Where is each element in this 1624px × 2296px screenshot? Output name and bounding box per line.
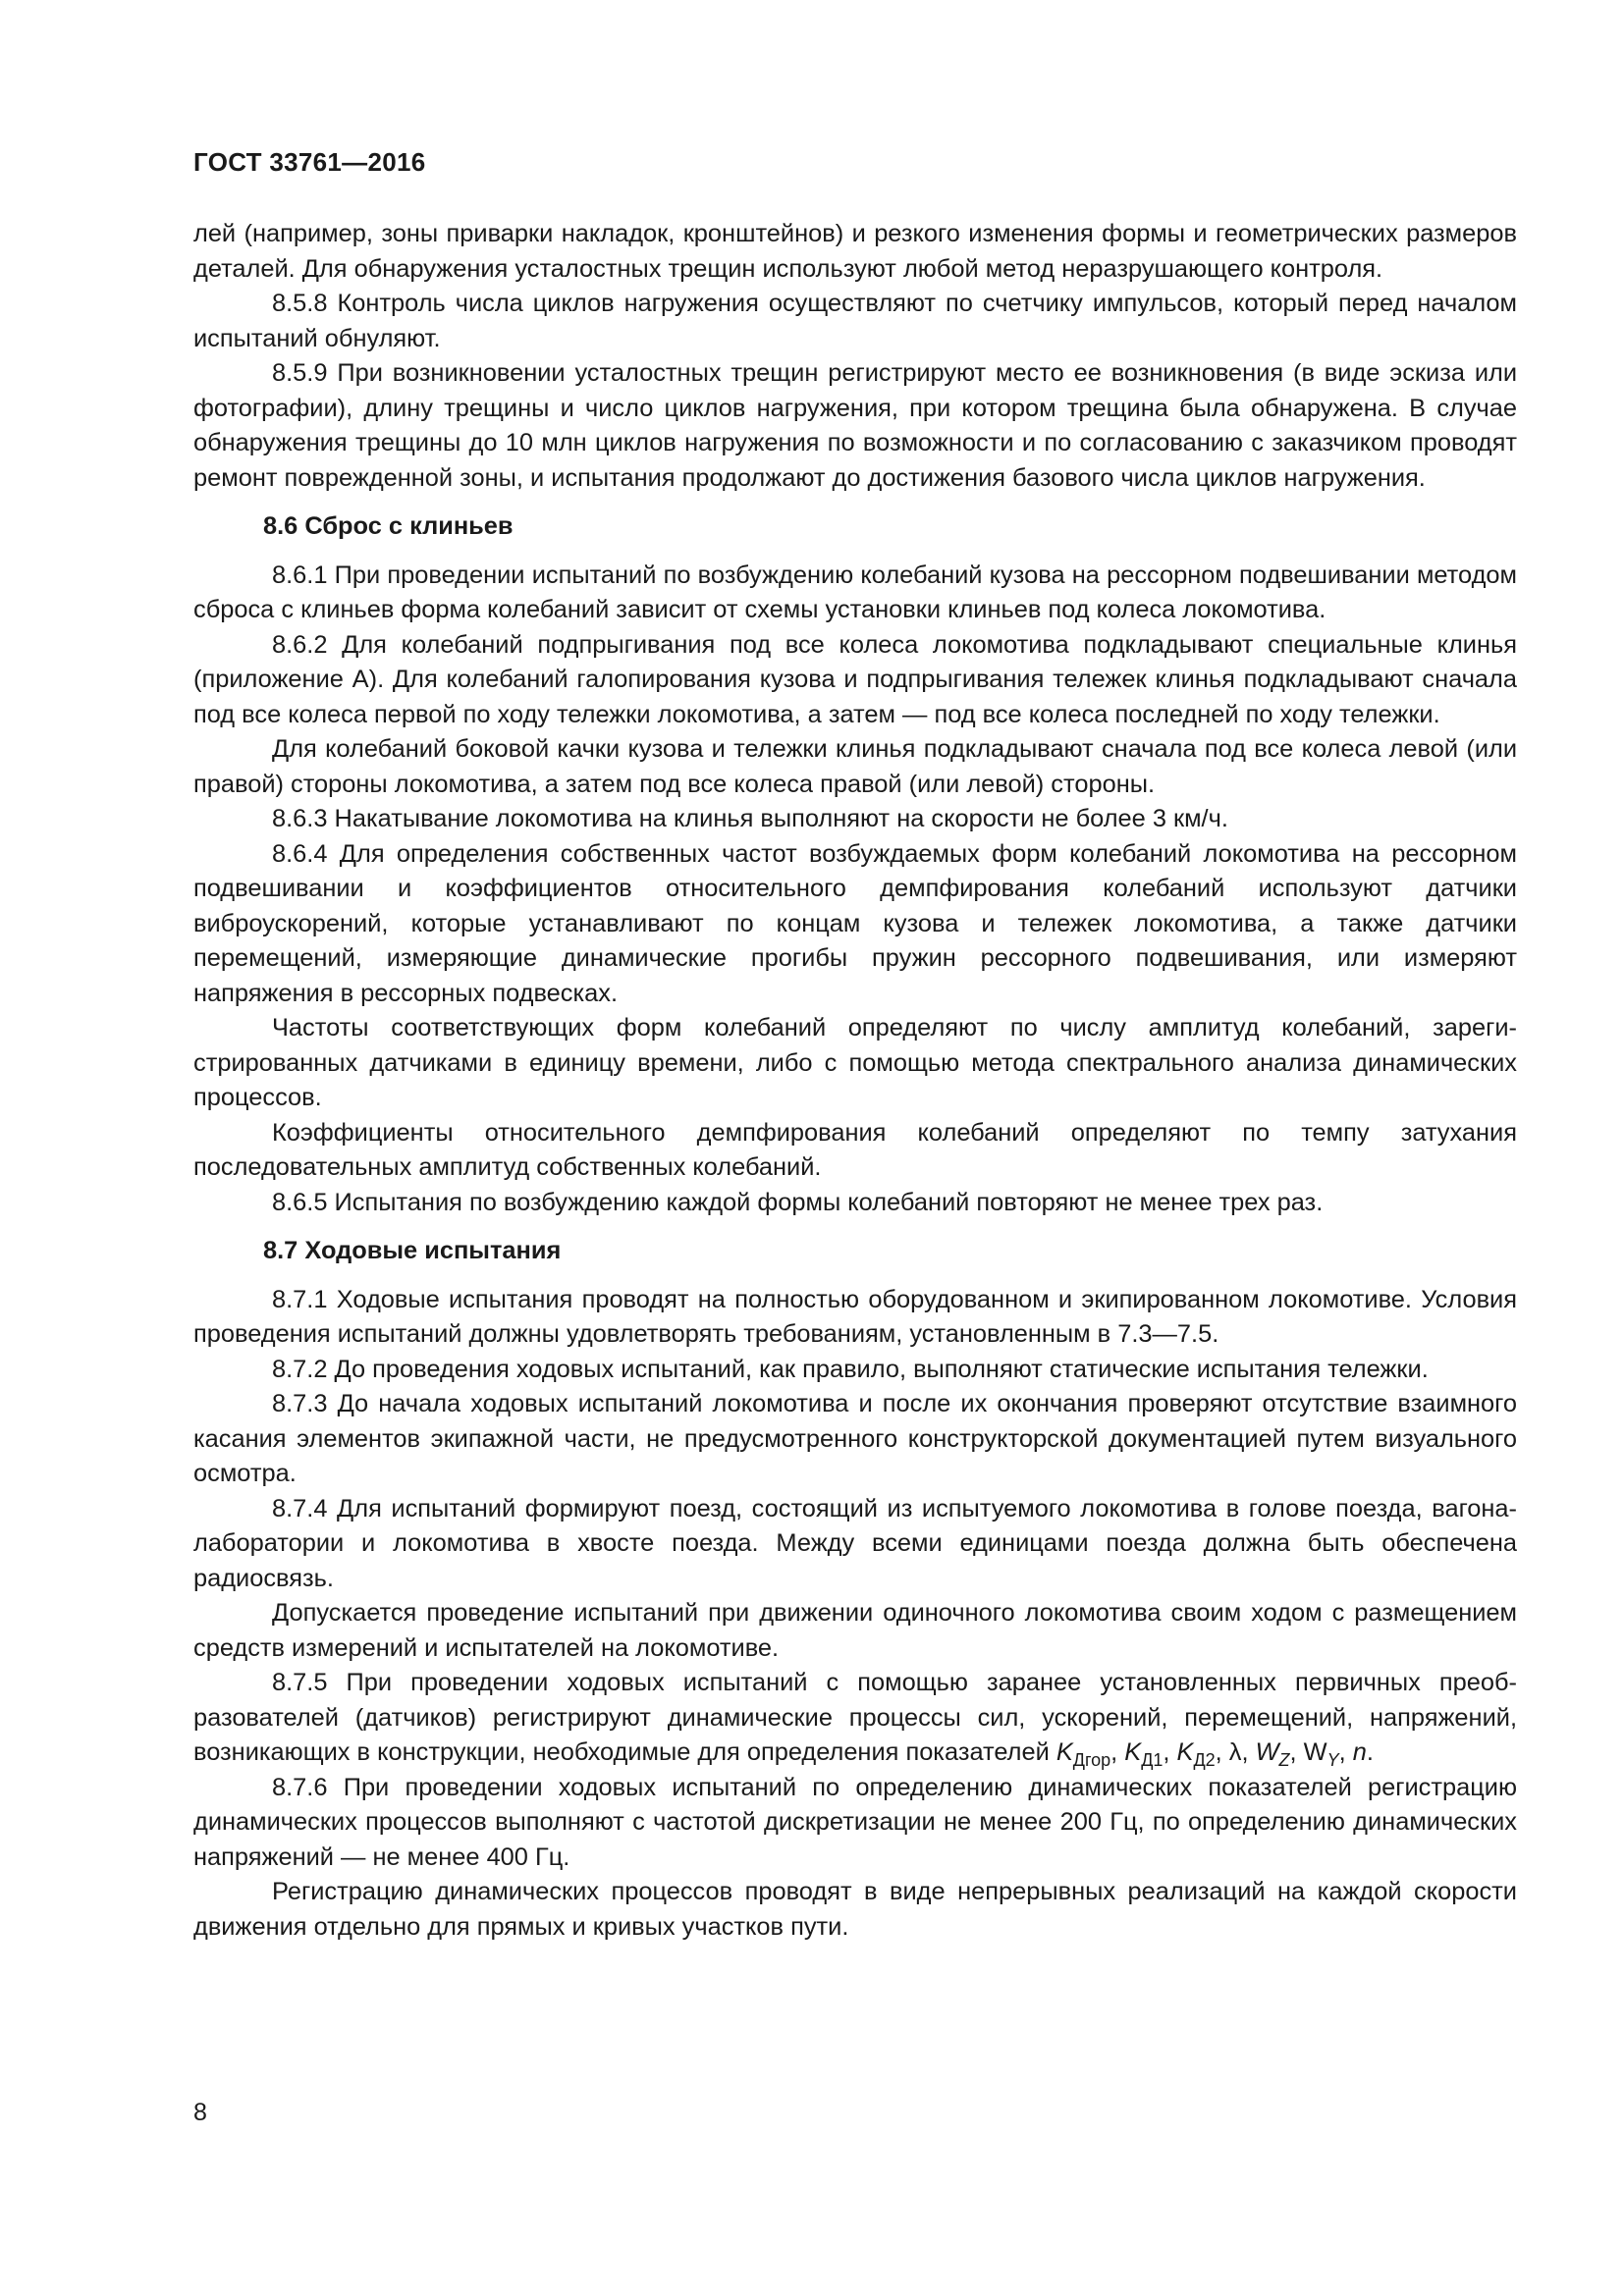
- symbol-k-d1: $K_{Д1}$: [1124, 1738, 1164, 1770]
- section-heading-8-7: 8.7 Ходовые испытания: [263, 1237, 562, 1264]
- symbol-w-z: $W_Z$: [1255, 1738, 1290, 1770]
- paragraph-8-6-4: 8.6.4 Для определения собственных частот возбуждаемых форм колебаний локомотива на рессорном подвешивании и коэффициентов относительного демпфирования колебаний используют датчики виброускорений, которые устанавливают по концам кузова и тележек локомотива, а также датчики перемещений, измеряющие динамические прогибы пружин рессорного подвешивания, или измеряют напряжения в рессорных подвесках.: [193, 839, 1517, 1007]
- paragraph-8-7-6: 8.7.6 При проведении ходовых испытаний по определению динамических показателей регистрацию динамических процессов выполняют с частотой дискретизации не менее 200 Гц, по определению динамических напряжений — не менее 400 Гц.: [193, 1773, 1517, 1871]
- paragraph-8-7-5: 8.7.5 При проведении ходовых испытаний с помощью заранее установленных первичных преобразователей (датчиков) регистрируют динамические процессы сил, ускорений, перемещений, напряжений, возникающих в конструкции, необходимые для определения показателей $K_{Дгор}$, $K_{Д1}$, $K_{Д2}$, λ, $W_Z$, $W_Y$, n.: [193, 1669, 1517, 1770]
- paragraph: Регистрацию динамических процессов проводят в виде непрерывных реализаций на каждой скорости движения отдельно для прямых и кривых участков пути.: [193, 1878, 1517, 1941]
- symbol-k-dgor: $K_{Дгор}$: [1056, 1738, 1111, 1770]
- paragraph-8-6-1: 8.6.1 При проведении испытаний по возбуждению колебаний кузова на рессорном подвешивании методом сброса с клиньев форма колебаний зависит от схемы установки клиньев под колеса локомотива.: [193, 561, 1517, 623]
- paragraph: Для колебаний боковой качки кузова и тележки клинья подкладывают сначала под все колеса левой (или правой) стороны локомотива, а затем под все колеса правой (или левой) стороны.: [193, 735, 1517, 798]
- paragraph: Коэффициенты относительного демпфирования колебаний определяют по темпу затухания последовательных амплитуд собственных колебаний.: [193, 1118, 1517, 1181]
- symbol-w-y: $W_Y$: [1303, 1738, 1339, 1770]
- paragraph-8-6-5: 8.6.5 Испытания по возбуждению каждой формы колебаний повторяют не менее трех раз.: [272, 1188, 1324, 1216]
- paragraph-8-5-8: 8.5.8 Контроль числа циклов нагружения осуществляют по счетчику импульсов, который перед началом испытаний обнуляют.: [193, 290, 1517, 352]
- paragraph-8-5-9: 8.5.9 При возникновении усталостных трещин регистрируют место ее возникновения (в виде эскиза или фотографии), длину трещины и число циклов нагружения, при котором трещина была обнаружена. В случае обнаружения трещины до 10 млн циклов нагружения по возможности и по согласованию с заказчиком проводят ремонт поврежденной зоны, и испытания продолжают до достижения базового числа циклов нагружения.: [193, 359, 1517, 492]
- section-heading-8-6: 8.6 Сброс с клиньев: [263, 512, 514, 540]
- paragraph: Частоты соответствующих форм колебаний определяют по числу амплитуд колебаний, зарегистрированных датчиками в единицу времени, либо с помощью метода спектрального анализа динамических процессов.: [193, 1014, 1517, 1111]
- paragraph-8-7-2: 8.7.2 До проведения ходовых испытаний, как правило, выполняют статические испытания тележки.: [272, 1355, 1429, 1383]
- paragraph-text: 8.7.5 При проведении ходовых испытаний с помощью заранее установленных первичных преобразователей (датчиков) регистрируют динамические процессы сил, ускорений, перемещений, напряжений, возникающих в конструкции, необходимые для определения показателей: [193, 1669, 1517, 1766]
- symbol-n: n: [1352, 1738, 1367, 1766]
- paragraph-8-6-3: 8.6.3 Накатывание локомотива на клинья выполняют на скорости не более 3 км/ч.: [272, 805, 1228, 832]
- symbol-lambda: λ: [1228, 1738, 1242, 1766]
- page-number: 8: [193, 2099, 207, 2126]
- paragraph: Допускается проведение испытаний при движении одиночного локомотива своим ходом с размещением средств измерений и испытателей на локомотиве.: [193, 1599, 1517, 1662]
- paragraph-8-7-4: 8.7.4 Для испытаний формируют поезд, состоящий из испытуемого локомотива в голове поезда, вагона-лаборатории и локомотива в хвосте поезда. Между всеми единицами поезда должна быть обеспечена радиосвязь.: [193, 1494, 1517, 1592]
- paragraph-8-7-3: 8.7.3 До начала ходовых испытаний локомотива и после их окончания проверяют отсутствие взаимного касания элементов экипажной части, не предусмотренного конструкторской документацией путем визуального осмотра.: [193, 1390, 1517, 1487]
- document-code-header: ГОСТ 33761—2016: [193, 147, 426, 177]
- paragraph-8-7-1: 8.7.1 Ходовые испытания проводят на полностью оборудованном и экипированном локомотиве. Условия проведения испытаний должны удовлетворять требованиям, установленным в 7.3—7.5.: [193, 1285, 1517, 1348]
- paragraph: лей (например, зоны приварки накладок, кронштейнов) и резкого изменения формы и геометрических размеров деталей. Для обнаружения усталостных трещин используют любой метод неразрушающего контроля.: [193, 220, 1517, 283]
- document-page: [193, 147, 1517, 1945]
- symbol-k-d2: $K_{Д2}$: [1176, 1738, 1216, 1770]
- paragraph-8-6-2: 8.6.2 Для колебаний подпрыгивания под все колеса локомотива подкладывают специальные клинья (приложение А). Для колебаний галопирования кузова и подпрыгивания тележек клинья подкладывают сначала под все колеса первой по ходу тележки локомотива, а затем — под все колеса последней по ходу тележки.: [193, 630, 1517, 728]
